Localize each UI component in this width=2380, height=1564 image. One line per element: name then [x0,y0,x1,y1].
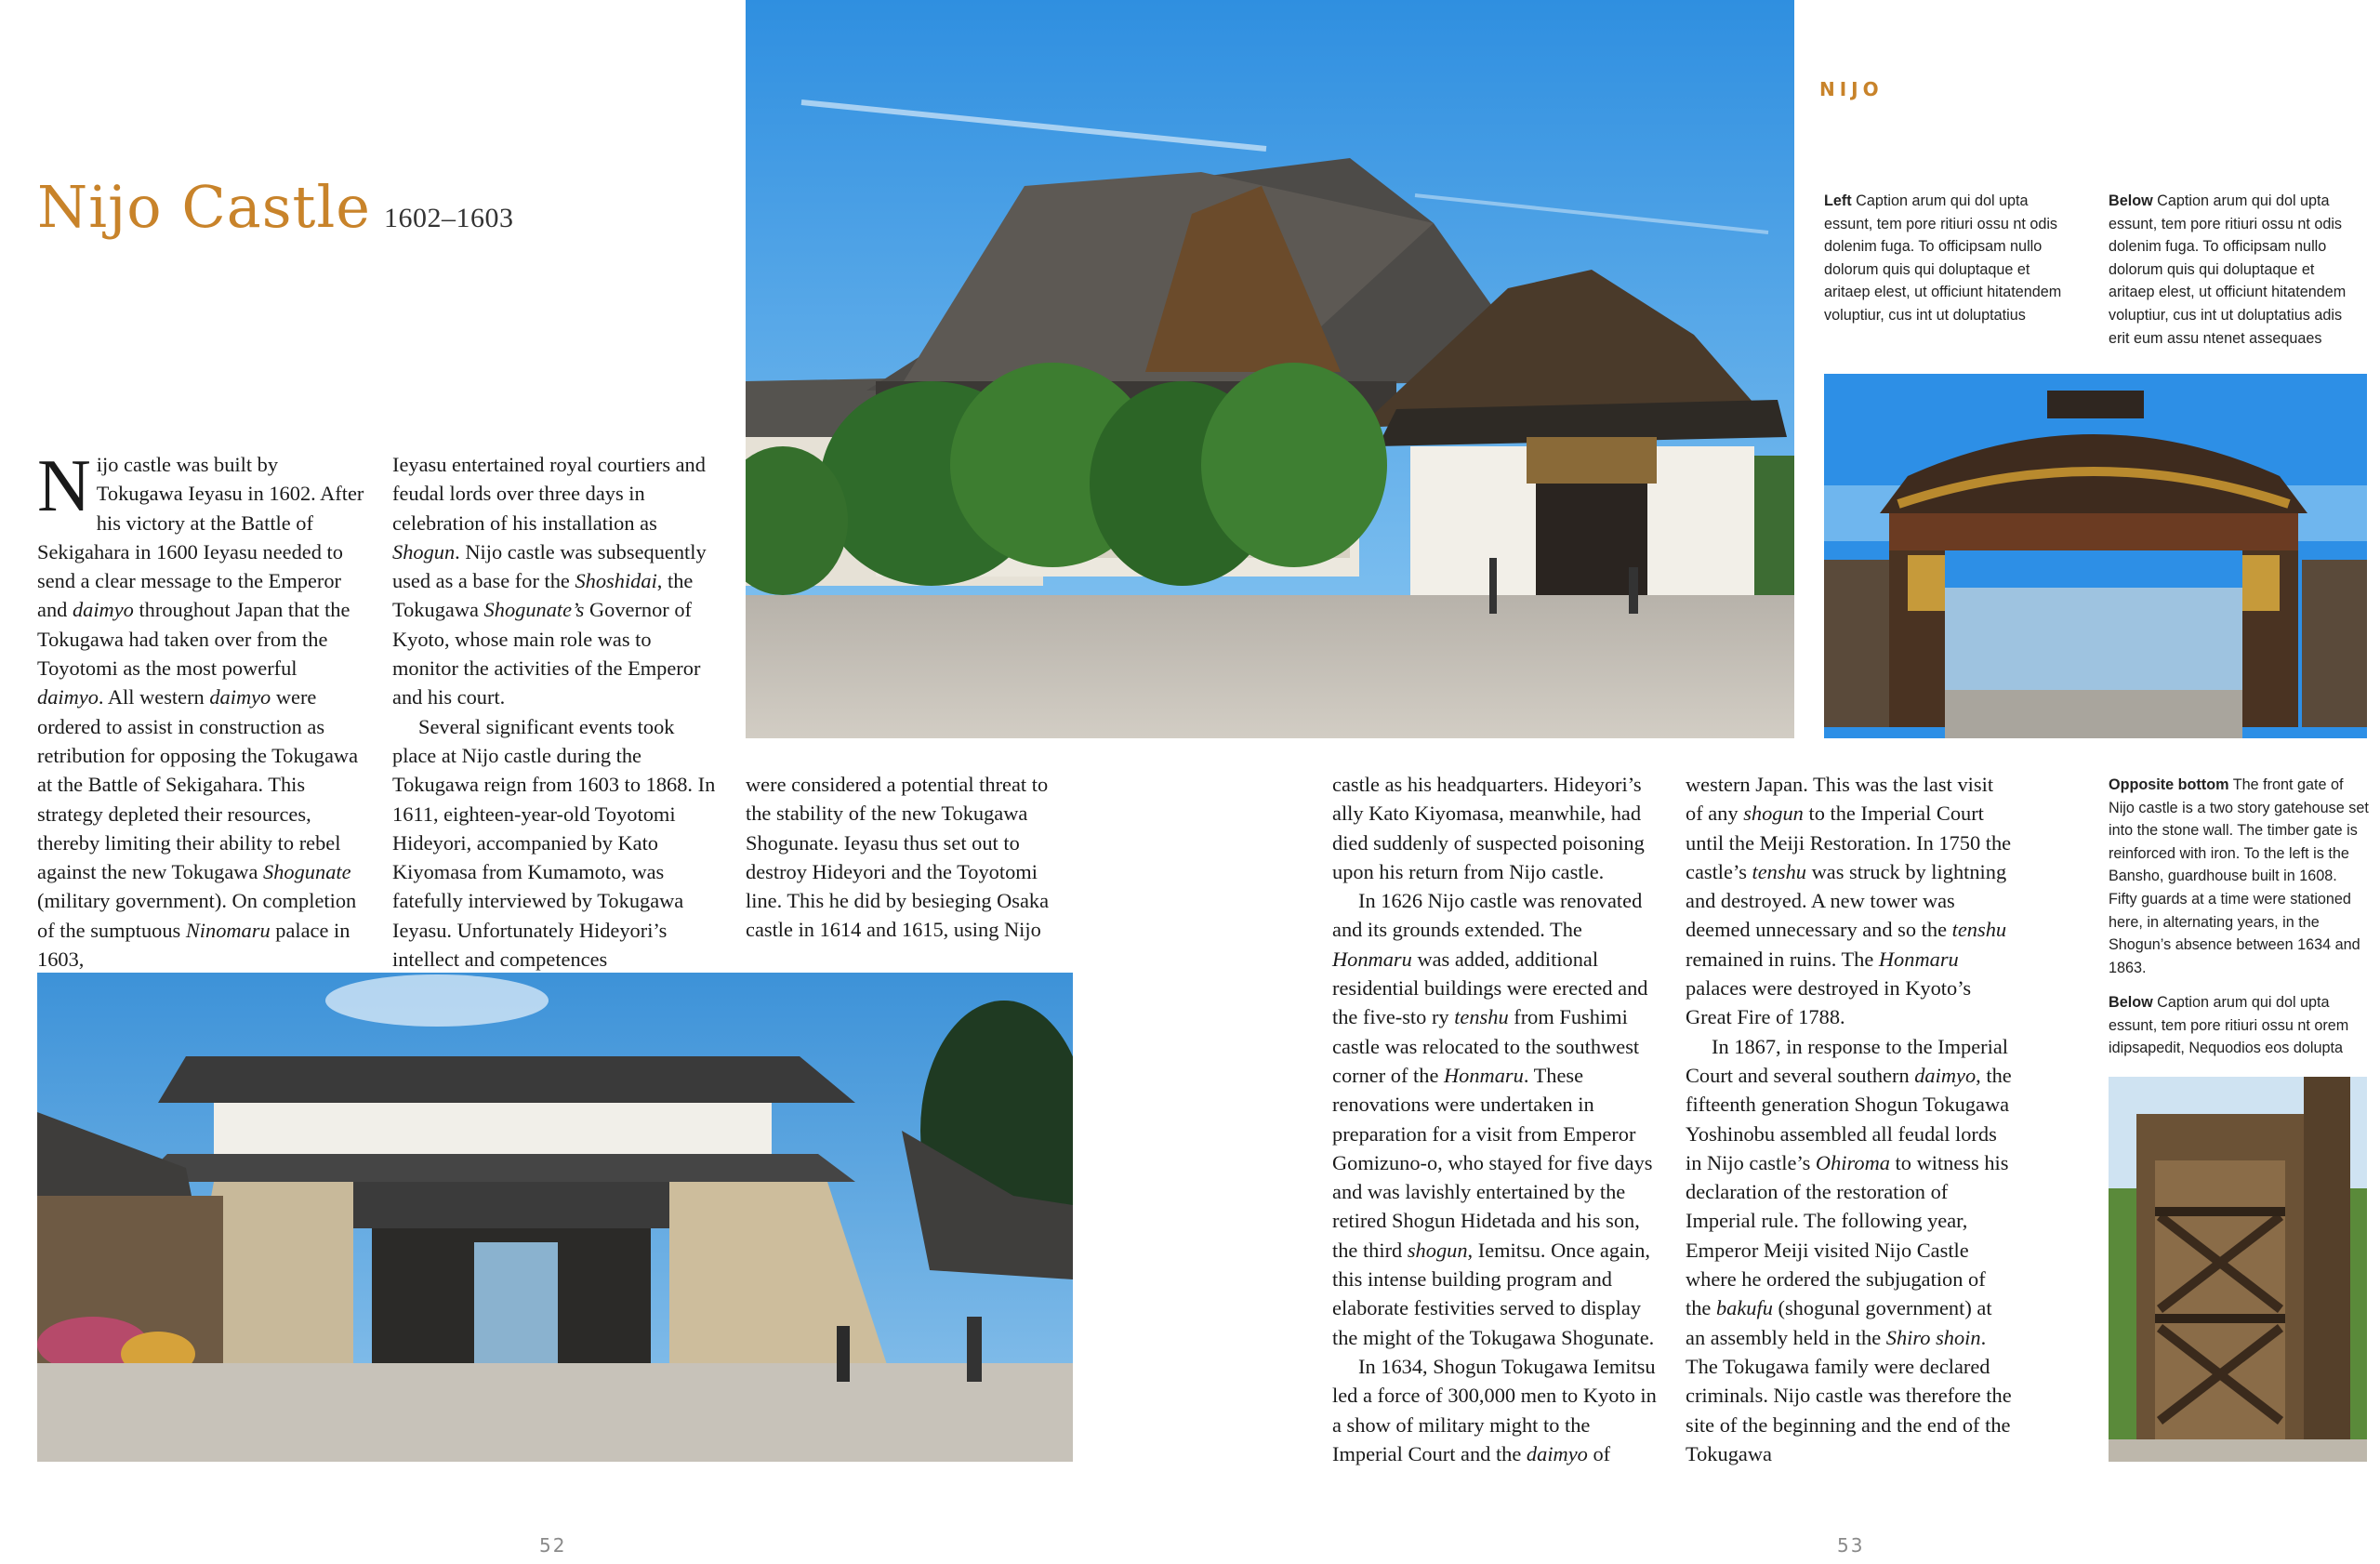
col4-para-3: In 1634, Shogun Tokugawa Iemitsu led a force of 300,000 men to Kyoto in a show of military might to the Imperial Court and the daimyo of [1332,1354,1657,1465]
caption-opposite-bottom [2109,774,2369,979]
col2-para-2: Several significant events took place at Nijo castle during the Tokugawa reign from 1603 to 1868. In 1611, eighteen-year-old Toyotomi Hideyori, accompanied by Kato Kiyomasa from Kumamoto, was fatefully interviewed by Tokugawa Ieyasu. Unfortunately Hideyori’s intellect and competences [392,714,716,972]
body-column-4 [1332,770,1659,1468]
col4-para-2: In 1626 Nijo castle was renovated and its grounds extended. The Honmaru was added, additional residential buildings were erected and the five-sto ry tenshu from Fushimi castle was relocated to the southwest corner of the Honmaru. These renovations were undertaken in preparation for a visit from Emperor Gomizuno-o, who stayed for five days and was lavishly entertained by the retired Shogun Hidetada and his son, the third shogun, Iemitsu. Once again, this intense building program and elaborate festivities served to display the might of the Tokugawa Shogunate. [1332,889,1655,1349]
photo-karamon-gate [1824,374,2367,738]
chapter-title [37,173,514,241]
drop-cap: N [37,445,91,527]
caption-label: Below [2109,192,2153,209]
caption-text: Caption arum qui dol upta essunt, tem pore ritiuri ossu nt orem idipsapedit, Nequodios eos dolupta [2109,994,2349,1057]
body-column-5 [1686,770,2013,1468]
caption-left [1824,190,2064,327]
page-number-right: 53 [1837,1534,1865,1557]
caption-below-1 [2109,190,2358,350]
body-column-2 [392,450,720,974]
photo-front-gate [37,973,1073,1462]
running-head: NIJO [1819,78,1884,100]
col5-para-2: In 1867, in response to the Imperial Court and several southern daimyo, the fifteenth generation Shogun Tokugawa Yoshinobu assembled all feudal lords in Nijo castle’s Ohiroma to witness his declaration of the restoration of Imperial rule. The following year, Emperor Meiji visited Nijo Castle where he ordered the subjugation of the bakufu (shogunal government) at an assembly held in the Shiro shoin. The Tokugawa family were declared criminals. Nijo castle was therefore the site of the beginning and the end of the Tokugawa [1686,1034,2012,1465]
col5-para-1: western Japan. This was the last visit of any shogun to the Imperial Court until the Meiji Restoration. In 1750 the castle’s tenshu was struck by lightning and destroyed. A new tower was deemed unnecessary and so the tenshu remained in ruins. The Honmaru palaces were destroyed in Kyoto’s Great Fire of 1788. [1686,773,2012,1029]
col3-para-1: were considered a potential threat to the stability of the new Tokugawa Shogunate. Ieyasu thus set out to destroy Hideyori and the Toyotomi line. This he did by besieging Osaka castle in 1614 and 1615, using Nijo [746,773,1050,942]
caption-below-2 [2109,991,2369,1060]
col1-text: ijo castle was built by Tokugawa Ieyasu in 1602. After his victory at the Battle of Sekigahara in 1600 Ieyasu needed to send a clear message to the Emperor and daimyo throughout Japan that the Tokugawa had taken over from the Toyotomi as the most powerful daimyo. All western daimyo were ordered to assist in construction as retribution for opposing the Tokugawa at the Battle of Sekigahara. This strategy depleted their resources, thereby limiting their ability to rebel against the new Tokugawa Shogunate (military government). On completion of the sumptuous Ninomaru palace in 1603, [37,453,364,972]
title-text: Nijo Castle [37,173,371,241]
page-number-left: 52 [539,1534,567,1557]
caption-label: Left [1824,192,1852,209]
photo-ninomaru-palace [746,0,1794,738]
caption-label: Below [2109,994,2153,1011]
photo-timber-gate [2109,1077,2367,1462]
body-column-3 [746,770,1073,945]
caption-text: The front gate of Nijo castle is a two story gatehouse set into the stone wall. The timber gate is reinforced with iron. To the left is the Bansho, guardhouse built in 1608. Fifty guards at a time were stationed here, in alternating years, in the Shogun’s absence between 1634 and 1863. [2109,776,2369,976]
caption-label: Opposite bottom [2109,776,2229,793]
caption-text: Caption arum qui dol upta essunt, tem pore ritiuri ossu nt odis dolenim fuga. To officipsam nullo dolorum quis qui doluptaque et aritaep elest, ut officiunt hitatendem voluptiur, cus int ut doluptatius [1824,192,2062,324]
title-years: 1602–1603 [384,203,514,233]
col4-para-1: castle as his headquarters. Hideyori’s ally Kato Kiyomasa, meanwhile, had died suddenly of suspected poisoning upon his return from Nijo castle. [1332,773,1645,883]
col2-para-1: Ieyasu entertained royal courtiers and feudal lords over three days in celebration of his installation as Shogun. Nijo castle was subsequently used as a base for the Shoshidai, the Tokugawa Shogunate’s Governor of Kyoto, whose main role was to monitor the activities of the Emperor and his court. [392,453,707,709]
caption-text: Caption arum qui dol upta essunt, tem pore ritiuri ossu nt odis dolenim fuga. To officipsam nullo dolorum quis qui doluptaque et aritaep elest, ut officiunt hitatendem voluptiur, cus int ut doluptatius adis erit eum assu ntenet assequaes [2109,192,2347,347]
body-column-1 [37,445,364,974]
